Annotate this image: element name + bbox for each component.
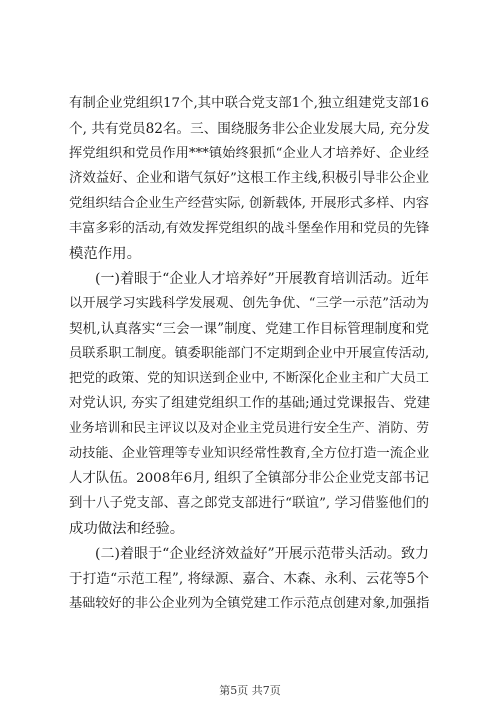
text-line-8: (一)着眼于“企业人才培养好”开展教育培训活动。近年 (95, 271, 429, 287)
text-line-1: 有制企业党组织17个,其中联合党支部1个,独立组建党支部16 (69, 96, 429, 111)
text-line-4: 济效益好、企业和谐气氛好”这根工作主线,积极引导非公企业 (69, 171, 429, 186)
text-line-16: 人才队伍。2008年6月, 组织了全镇部分非公企业党支部书记 (69, 471, 429, 486)
text-line-18: 成功做法和经验。 (69, 521, 185, 537)
text-line-7: 模范作用。 (69, 246, 141, 262)
text-line-20: 于打造“示范工程”, 将绿源、嘉合、木森、永利、云花等5个 (69, 571, 429, 587)
text-line-2: 个, 共有党员82名。三、围绕服务非公企业发展大局, 充分发 (69, 121, 430, 137)
page-footer: 第5页 共7页 (219, 684, 281, 697)
text-line-11: 员联系职工制度。镇委职能部门不定期到企业中开展宣传活动, (69, 346, 430, 361)
text-line-9: 以开展学习实践科学发展观、创先争优、“三学一示范”活动为 (69, 296, 429, 311)
text-line-15: 动技能、企业管理等专业知识经常性教育,全方位打造一流企业 (69, 446, 430, 461)
text-line-3: 挥党组织和党员作用***镇始终狠抓“企业人才培养好、企业经 (69, 146, 429, 161)
text-line-14: 业务培训和民主评议以及对企业主党员进行安全生产、消防、劳 (69, 421, 429, 436)
text-line-5: 党组织结合企业生产经营实际, 创新载体, 开展形式多样、内容 (69, 196, 429, 211)
text-line-10: 契机,认真落实“三会一课”制度、党建工作目标管理制度和党 (69, 321, 429, 337)
text-line-13: 对党认识, 夯实了组建党组织工作的基础;通过党课报告、党建 (69, 396, 431, 411)
text-line-21: 基础较好的非公企业列为全镇党建工作示范点创建对象,加强指 (69, 596, 430, 611)
text-line-6: 丰富多彩的活动,有效发挥党组织的战斗堡垒作用和党员的先锋 (69, 221, 430, 236)
text-line-17: 到十八子党支部、喜之郎党支部进行“联谊”, 学习借鉴他们的 (69, 496, 429, 511)
text-line-19: (二)着眼于“企业经济效益好”开展示范带头活动。致力 (95, 546, 429, 562)
text-line-12: 把党的政策、党的知识送到企业中, 不断深化企业主和广大员工 (69, 371, 429, 386)
